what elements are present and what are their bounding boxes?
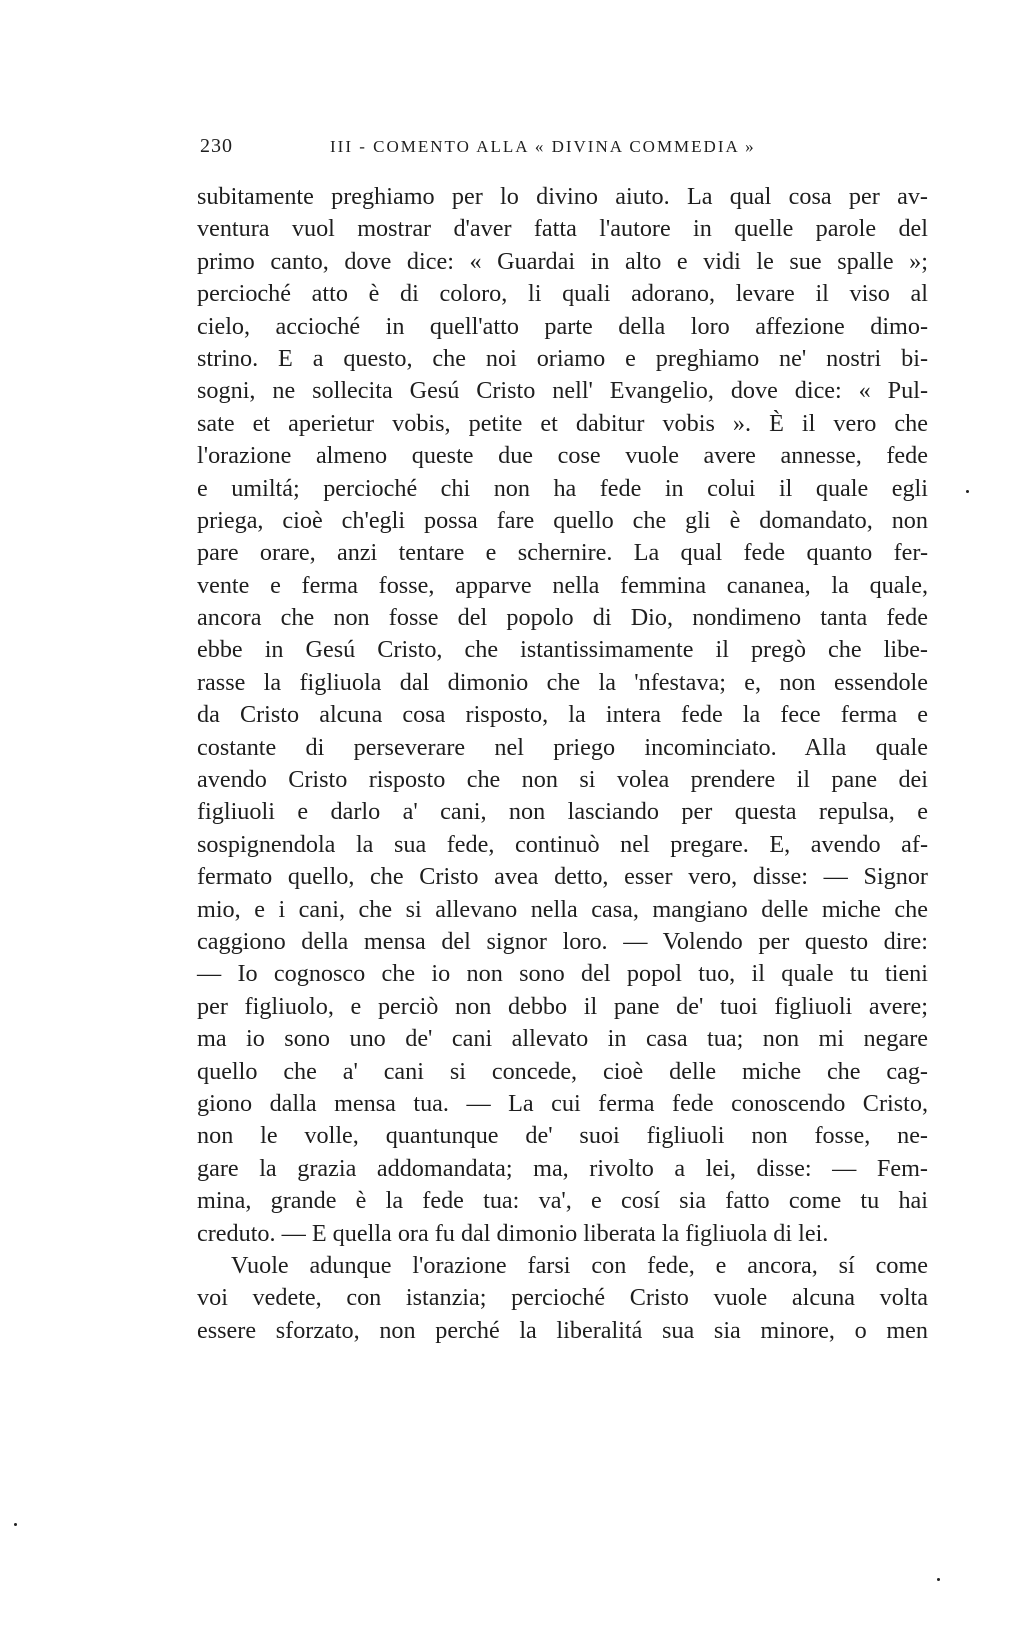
text-line: ebbe in Gesú Cristo, che istantissimamente il pregò che libe- bbox=[197, 636, 928, 664]
text-line: per figliuolo, e perciò non debbo il pane de' tuoi figliuoli avere; bbox=[197, 992, 928, 1020]
text-line: pare orare, anzi tentare e schernire. La qual fede quanto fer- bbox=[197, 539, 928, 567]
text-line: caggiono della mensa del signor loro. — Volendo per questo dire: bbox=[197, 927, 928, 955]
scan-speck bbox=[937, 1578, 940, 1581]
text-line: giono dalla mensa tua. — La cui ferma fede conoscendo Cristo, bbox=[197, 1089, 928, 1117]
paragraph-2 bbox=[197, 1250, 928, 1347]
text-line: essere sforzato, non perché la liberalitá sua sia minore, o men bbox=[197, 1316, 928, 1344]
text-line: non le volle, quantunque de' suoi figliuoli non fosse, ne- bbox=[197, 1122, 928, 1150]
text-line: ancora che non fosse del popolo di Dio, nondimeno tanta fede bbox=[197, 604, 928, 632]
page-number: 230 bbox=[200, 135, 233, 157]
text-line: figliuoli e darlo a' cani, non lasciando per questa repulsa, e bbox=[197, 798, 928, 826]
text-line: fermato quello, che Cristo avea detto, esser vero, disse: — Signor bbox=[197, 863, 928, 891]
text-line: — Io cognosco che io non sono del popol tuo, il quale tu tieni bbox=[197, 960, 928, 988]
text-line: sogni, ne sollecita Gesú Cristo nell' Evangelio, dove dice: « Pul- bbox=[197, 377, 928, 405]
text-line: quello che a' cani si concede, cioè delle miche che cag- bbox=[197, 1057, 928, 1085]
scan-speck bbox=[14, 1523, 17, 1526]
paragraph-1 bbox=[197, 181, 928, 1250]
text-line: percioché atto è di coloro, li quali adorano, levare il viso al bbox=[197, 280, 928, 308]
text-line: gare la grazia addomandata; ma, rivolto a lei, disse: — Fem- bbox=[197, 1154, 928, 1182]
text-line: ma io sono uno de' cani allevato in casa tua; non mi negare bbox=[197, 1025, 928, 1053]
text-line: voi vedete, con istanzia; percioché Cristo vuole alcuna volta bbox=[197, 1284, 928, 1312]
body-text bbox=[197, 181, 928, 1347]
scan-speck bbox=[966, 490, 969, 493]
running-title: III - COMENTO ALLA « DIVINA COMMEDIA » bbox=[330, 137, 756, 156]
text-line: priega, cioè ch'egli possa fare quello che gli è domandato, non bbox=[197, 506, 928, 534]
text-line: e umiltá; percioché chi non ha fede in colui il quale egli bbox=[197, 474, 928, 502]
text-line: sate et aperietur vobis, petite et dabitur vobis ». È il vero che bbox=[197, 409, 928, 437]
text-line: primo canto, dove dice: « Guardai in alto e vidi le sue spalle »; bbox=[197, 247, 928, 275]
text-line: vente e ferma fosse, apparve nella femmina cananea, la quale, bbox=[197, 571, 928, 599]
text-line: avendo Cristo risposto che non si volea prendere il pane dei bbox=[197, 766, 928, 794]
text-line: rasse la figliuola dal dimonio che la 'nfestava; e, non essendole bbox=[197, 668, 928, 696]
text-line: strino. E a questo, che noi oriamo e preghiamo ne' nostri bi- bbox=[197, 344, 928, 372]
text-line: sospignendola la sua fede, continuò nel pregare. E, avendo af- bbox=[197, 830, 928, 858]
text-line: Vuole adunque l'orazione farsi con fede, e ancora, sí come bbox=[231, 1251, 928, 1279]
text-line: mina, grande è la fede tua: va', e cosí sia fatto come tu hai bbox=[197, 1187, 928, 1215]
text-line: da Cristo alcuna cosa risposto, la intera fede la fece ferma e bbox=[197, 701, 928, 729]
text-line: l'orazione almeno queste due cose vuole avere annesse, fede bbox=[197, 442, 928, 470]
text-line: ventura vuol mostrar d'aver fatta l'autore in quelle parole del bbox=[197, 215, 928, 243]
text-line: costante di perseverare nel priego incominciato. Alla quale bbox=[197, 733, 928, 761]
text-line: subitamente preghiamo per lo divino aiuto. La qual cosa per av- bbox=[197, 183, 928, 210]
text-line: creduto. — E quella ora fu dal dimonio liberata la figliuola di lei. bbox=[197, 1219, 829, 1247]
text-line: mio, e i cani, che si allevano nella casa, mangiano delle miche che bbox=[197, 895, 928, 923]
text-line: cielo, accioché in quell'atto parte della loro affezione dimo- bbox=[197, 312, 928, 340]
